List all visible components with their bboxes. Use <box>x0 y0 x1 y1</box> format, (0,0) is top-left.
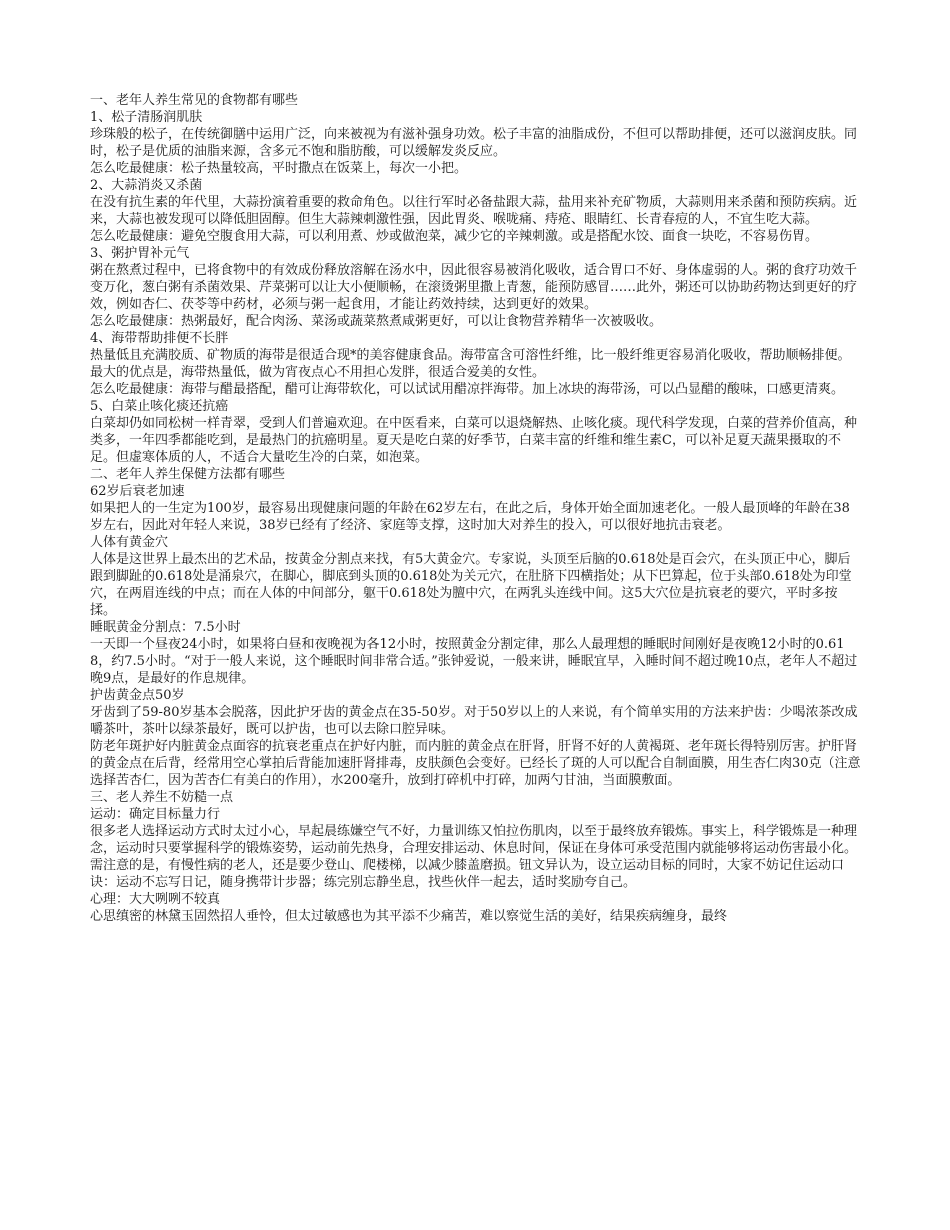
topic-mind-body: 心思缜密的林黛玉固然招人垂怜，但太过敏感也为其平添不少痛苦，难以察觉生活的美好，结果疾病缠身，最终 <box>90 909 728 924</box>
topic-sleep-title: 睡眠黄金分割点：7.5小时 <box>90 620 241 635</box>
item-2-title: 2、大蒜消炎又杀菌 <box>90 178 203 193</box>
item-1-body: 珍珠般的松子，在传统御膳中运用广泛，向来被视为有滋补强身功效。松子丰富的油脂成份，不但可以帮助排便，还可以滋润皮肤。同时，松子是优质的油脂来源，含多元不饱和脂肪酸，可以缓解发炎反应。 <box>90 127 858 159</box>
item-3-body: 粥在熬煮过程中，已将食物中的有效成份释放溶解在汤水中，因此很容易被消化吸收，适合胃口不好、身体虚弱的人。粥的食疗功效千变万化，葱白粥有杀菌效果、芹菜粥可以让大小便顺畅，在滚烫粥里撒上青葱，能预防感冒……此外，粥还可以协助药物达到更好的疗效，例如杏仁、茯苓等中药材，必须与粥一起食用，才能让药效持续，达到更好的效果。 <box>90 263 858 312</box>
topic-sleep-body: 一天即一个昼夜24小时，如果将白昼和夜晚视为各12小时，按照黄金分割定律，那么人最理想的睡眠时间刚好是夜晚12小时的0.618，约7.5小时。“对于一般人来说，这个睡眠时间非常合适。”张钟爱说，一般来讲，睡眠宜早，入睡时间不超过晚10点，老年人不超过晚9点，是最好的作息规律。 <box>90 637 858 686</box>
item-4-body: 热量低且充满胶质、矿物质的海带是很适合现*的美容健康食品。海带富含可溶性纤维，比一般纤维更容易消化吸收，帮助顺畅排便。最大的优点是，海带热量低，做为宵夜点心不用担心发胖，很适合爱美的女性。 <box>90 348 851 380</box>
document-page <box>90 92 862 925</box>
item-1-tip: 怎么吃最健康：松子热量较高，平时撒点在饭菜上，每次一小把。 <box>90 161 468 176</box>
topic-golden-points-body: 人体是这世界上最杰出的艺术品，按黄金分割点来找，有5大黄金穴。专家说，头顶至后脑的0.618处是百会穴，在头顶正中心，脚后跟到脚趾的0.618处是涌泉穴，在脚心，脚底到头顶的0.618处为关元穴，在肚脐下四横指处；从下巴算起，位于头部0.618处为印堂穴，在两眉连线的中点；而在人体的中间部分，躯干0.618处为膻中穴，在两乳头连线中间。这5大穴位是抗衰老的要穴，平时多按揉。 <box>90 552 852 618</box>
topic-exercise-body: 很多老人选择运动方式时太过小心，早起晨练嫌空气不好，力量训练又怕拉伤肌肉，以至于最终放弃锻炼。事实上，科学锻炼是一种理念，运动时只要掌握科学的锻炼姿势，运动前先热身，合理安排运动、休息时间，保证在身体可承受范围内就能够将运动伤害最小化。需注意的是，有慢性病的老人，还是要少登山、爬楼梯，以减少膝盖磨损。钮文异认为，设立运动目标的同时，大家不妨记住运动口诀：运动不忘写日记，随身携带计步器；练完别忘静坐息，找些伙伴一起去，适时奖励夸自己。 <box>90 824 858 890</box>
item-3-tip: 怎么吃最健康：热粥最好，配合肉汤、菜汤或蔬菜熬煮咸粥更好，可以让食物营养精华一次被吸收。 <box>90 314 663 329</box>
section-2-title: 二、老年人养生保健方法都有哪些 <box>90 467 286 482</box>
topic-teeth-body: 牙齿到了59-80岁基本会脱落，因此护牙齿的黄金点在35-50岁。对于50岁以上的人来说，有个简单实用的方法来护齿：少喝浓茶改成嚼茶叶，茶叶以绿茶最好，既可以护齿，也可以去除口腔异味。 <box>90 705 858 737</box>
section-3-title: 三、老人养生不妨糙一点 <box>90 790 234 805</box>
item-2-tip: 怎么吃最健康：避免空腹食用大蒜，可以利用煮、炒或做泡菜，减少它的辛辣刺激。或是搭配水饺、面食一块吃，不容易伤胃。 <box>90 229 819 244</box>
item-4-title: 4、海带帮助排便不长胖 <box>90 331 229 346</box>
topic-spots-body: 防老年斑护好内脏黄金点面容的抗衰老重点在护好内脏，而内脏的黄金点在肝肾，肝肾不好的人黄褐斑、老年斑长得特别厉害。护肝肾的黄金点在后背，经常用空心掌拍后背能加速肝肾排毒，皮肤颜色会变好。已经长了斑的人可以配合自制面膜，用生杏仁肉30克（注意选择苦杏仁，因为苦杏仁有美白的作用），水200毫升，放到打碎机中打碎，加两勺甘油，当面膜敷面。 <box>90 739 861 788</box>
topic-62-body: 如果把人的一生定为100岁，最容易出现健康问题的年龄在62岁左右，在此之后，身体开始全面加速老化。一般人最顶峰的年龄在38岁左右，因此对年轻人来说，38岁已经有了经济、家庭等支撑，这时加大对养生的投入，可以很好地抗击衰老。 <box>90 501 850 533</box>
item-2-body: 在没有抗生素的年代里，大蒜扮演着重要的救命角色。以往行军时必备盐跟大蒜，盐用来补充矿物质，大蒜则用来杀菌和预防疾病。近来，大蒜也被发现可以降低胆固醇。但生大蒜辣刺激性强，因此胃炎、喉咙痛、痔疮、眼睛红、长青春痘的人，不宜生吃大蒜。 <box>90 195 858 227</box>
topic-teeth-title: 护齿黄金点50岁 <box>90 688 185 703</box>
topic-golden-points-title: 人体有黄金穴 <box>90 535 169 550</box>
item-4-tip: 怎么吃最健康：海带与醋最搭配，醋可让海带软化，可以试试用醋凉拌海带。加上冰块的海带汤，可以凸显醋的酸味，口感更清爽。 <box>90 382 845 397</box>
item-5-body: 白菜却仍如同松树一样青翠，受到人们普遍欢迎。在中医看来，白菜可以退烧解热、止咳化痰。现代科学发现，白菜的营养价值高，种类多，一年四季都能吃到，是最热门的抗癌明星。夏天是吃白菜的好季节，白菜丰富的纤维和维生素C，可以补足夏天蔬果摄取的不足。但虚寒体质的人，不适合大量吃生冷的白菜，如泡菜。 <box>90 416 858 465</box>
topic-exercise-title: 运动：确定目标量力行 <box>90 807 221 822</box>
topic-62-title: 62岁后衰老加速 <box>90 484 185 499</box>
item-5-title: 5、白菜止咳化痰还抗癌 <box>90 399 229 414</box>
topic-mind-title: 心理：大大咧咧不较真 <box>90 892 221 907</box>
item-3-title: 3、粥护胃补元气 <box>90 246 190 261</box>
section-1-title: 一、老年人养生常见的食物都有哪些 <box>90 93 299 108</box>
item-1-title: 1、松子清肠润肌肤 <box>90 110 203 125</box>
